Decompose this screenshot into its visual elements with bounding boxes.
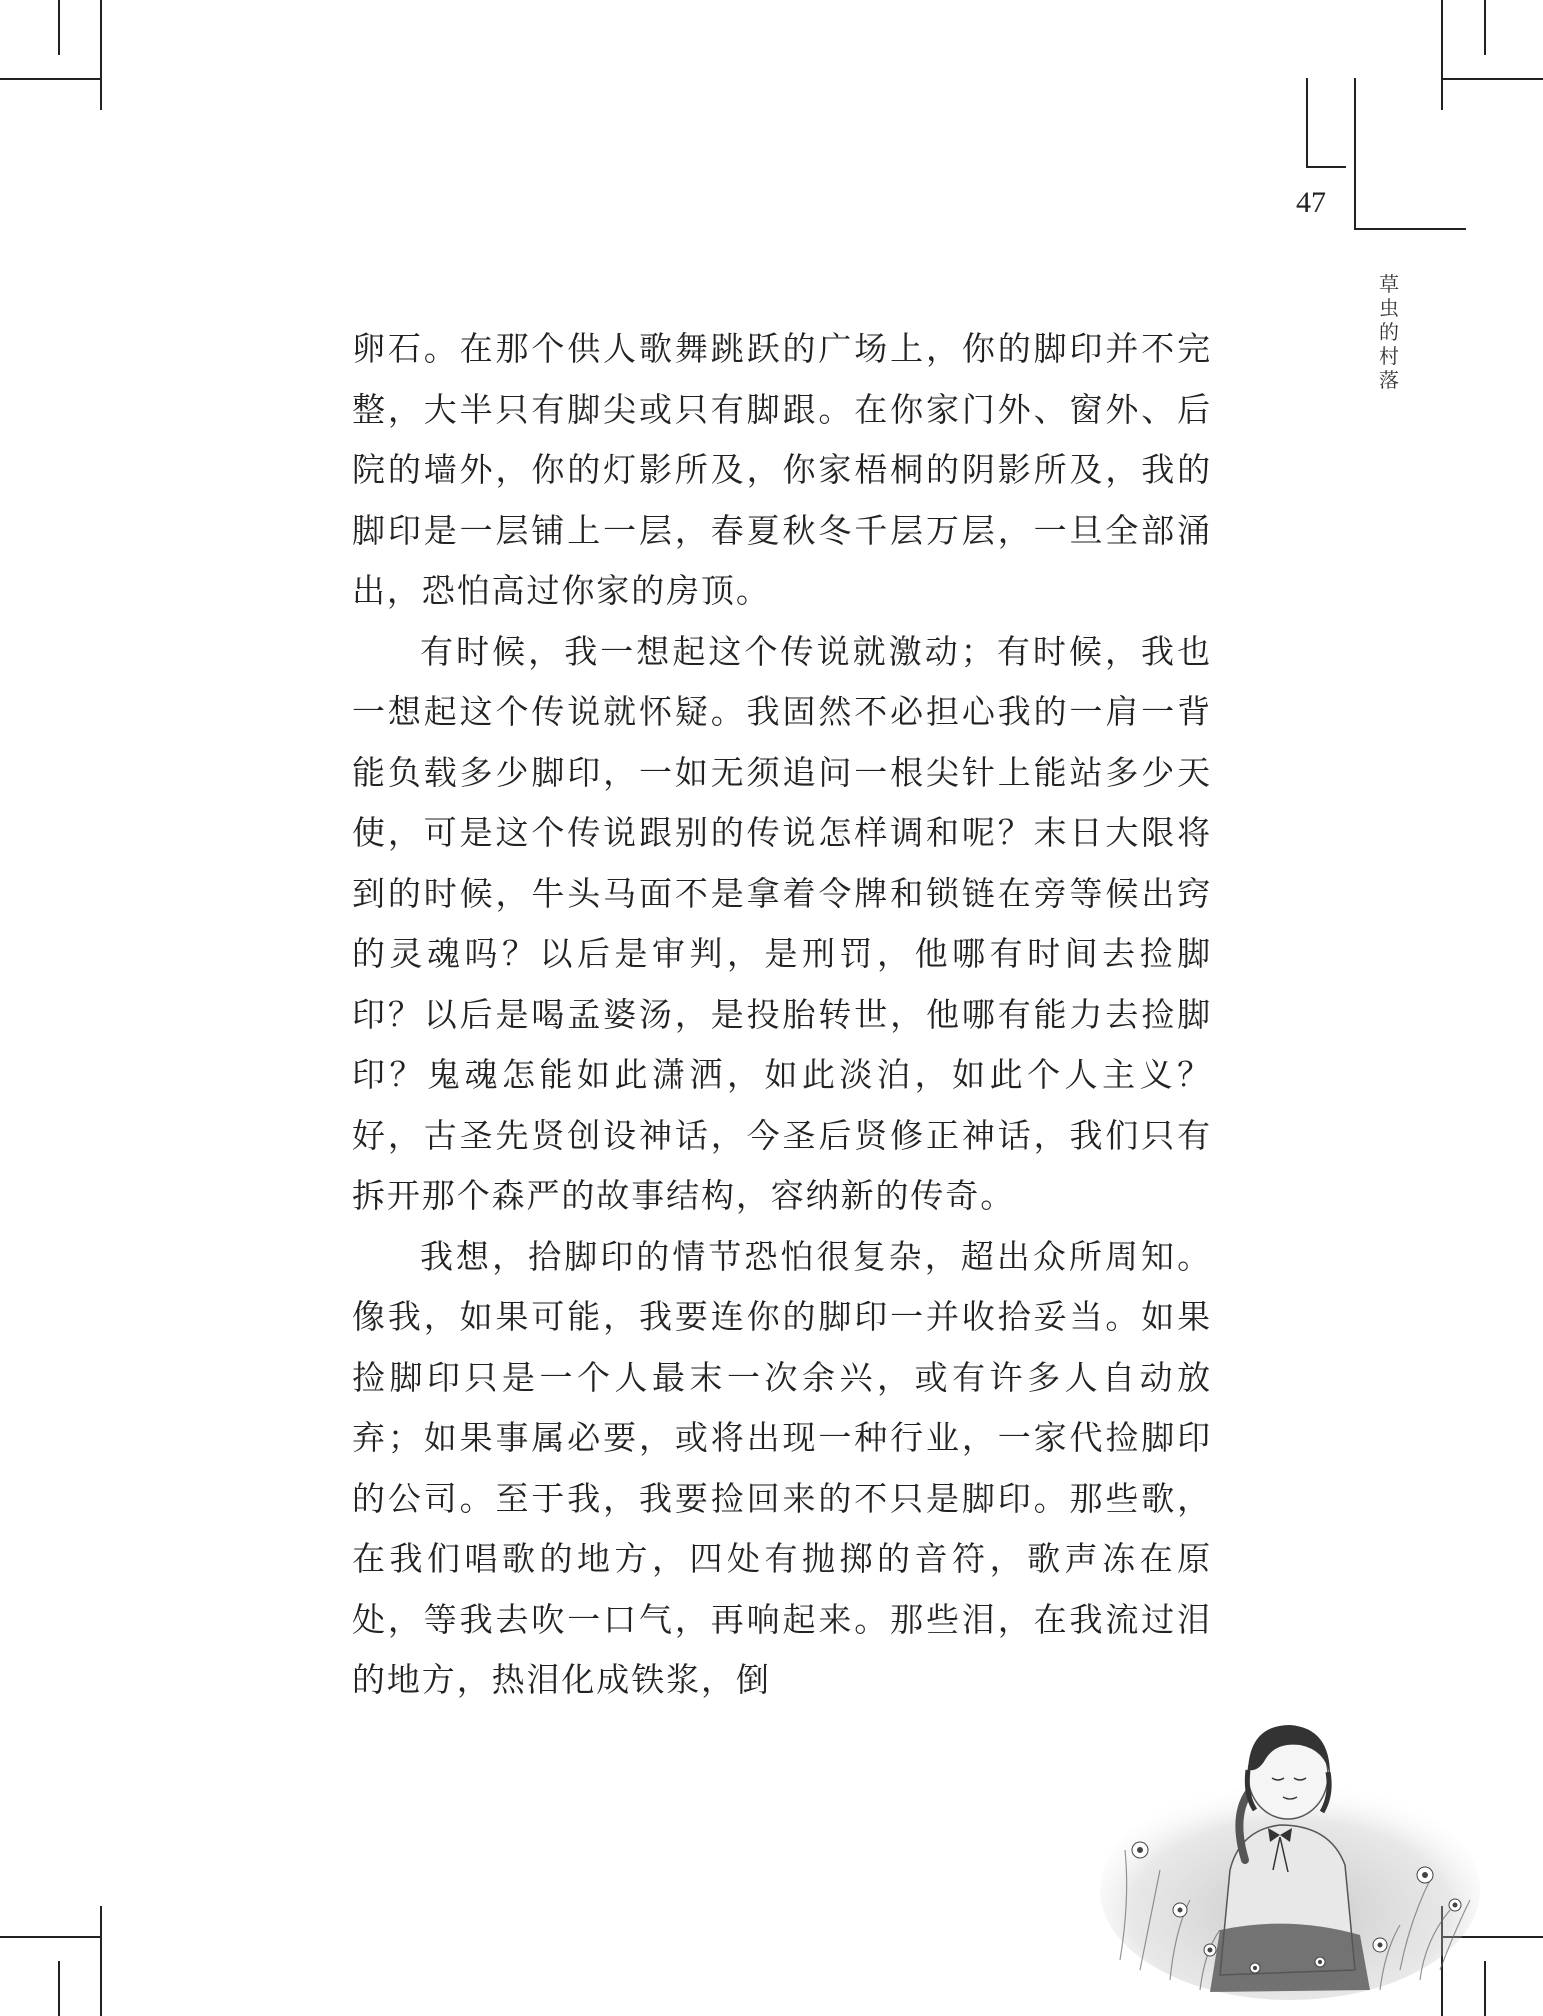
girl-in-flowers-sketch-icon (1080, 1700, 1480, 2000)
crop-mark-top-right-h (1443, 78, 1543, 80)
body-text (352, 319, 1212, 1711)
crop-mark-top-left-v (100, 0, 102, 110)
paragraph: 卵石。在那个供人歌舞跳跃的广场上，你的脚印并不完整，大半只有脚尖或只有脚跟。在你家门外、窗外、后院的墙外，你的灯影所及，你家梧桐的阴影所及，我的脚印是一层铺上一层，春夏秋冬千层万层，一旦全部涌出，恐怕高过你家的房顶。 (352, 329, 1212, 610)
running-title: 草虫的村落 (1379, 272, 1399, 392)
crop-mark-bottom-right-v2 (1484, 1961, 1486, 2016)
paragraph: 我想，拾脚印的情节恐怕很复杂，超出众所周知。像我，如果可能，我要连你的脚印一并收拾妥当。如果捡脚印只是一个人最末一次余兴，或有许多人自动放弃；如果事属必要，或将出现一种行业，一家代捡脚印的公司。至于我，我要捡回来的不只是脚印。那些歌，在我们唱歌的地方，四处有抛掷的音符，歌声冻在原处，等我去吹一口气，再响起来。那些泪，在我流过泪的地方，热泪化成铁浆，倒 (352, 1236, 1212, 1699)
paragraph: 有时候，我一想起这个传说就激动；有时候，我也一想起这个传说就怀疑。我固然不必担心我的一肩一背能负载多少脚印，一如无须追问一根尖针上能站多少天使，可是这个传说跟别的传说怎样调和呢？末日大限将到的时候，牛头马面不是拿着令牌和锁链在旁等候出窍的灵魂吗？以后是审判，是刑罚，他哪有时间去捡脚印？以后是喝孟婆汤，是投胎转世，他哪有能力去捡脚印？鬼魂怎能如此潇洒，如此淡泊，如此个人主义？好，古圣先贤创设神话，今圣后贤修正神话，我们只有拆开那个森严的故事结构，容纳新的传奇。 (352, 631, 1212, 1215)
crop-mark-top-right-v2 (1484, 0, 1486, 55)
crop-mark-top-left-v2 (58, 0, 60, 55)
crop-mark-top-left-h (0, 78, 100, 80)
header-rule-left-foot (1306, 166, 1346, 168)
crop-mark-bottom-left-h (0, 1936, 100, 1938)
header-rule-left (1306, 78, 1308, 168)
page-number: 47 (1296, 186, 1326, 219)
crop-mark-top-right-v (1441, 0, 1443, 110)
header-rule-right-foot (1354, 228, 1466, 230)
crop-mark-bottom-left-v2 (58, 1961, 60, 2016)
crop-mark-bottom-left-v (100, 1906, 102, 2016)
